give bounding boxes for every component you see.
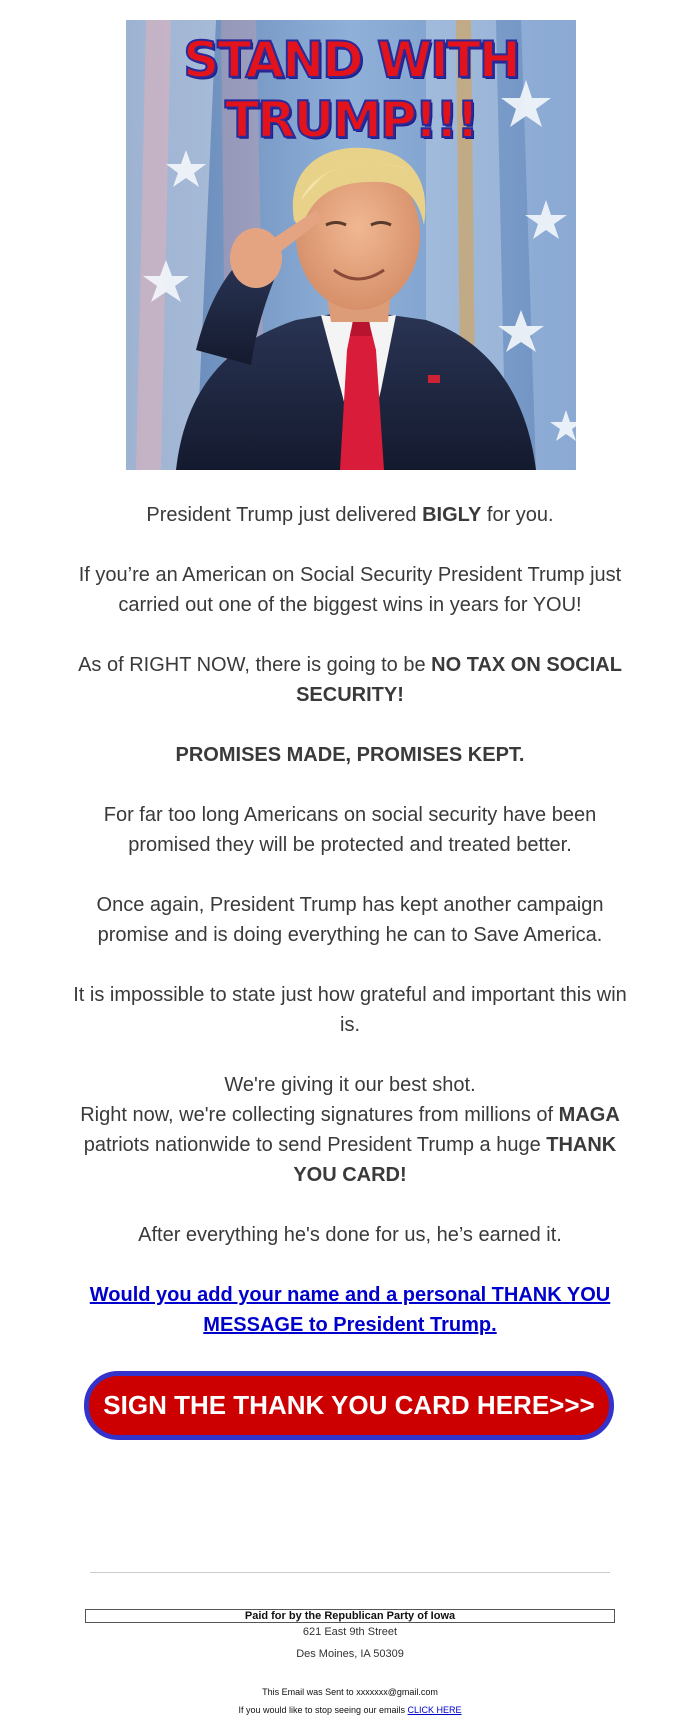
text: Right now, we're collecting signatures from millions of bbox=[80, 1104, 559, 1126]
paragraph-earned-it: After everything he's done for us, he’s earned it. bbox=[138, 1224, 562, 1246]
bold-text: MAGA bbox=[558, 1104, 620, 1126]
text: As of RIGHT NOW, there is going to be bbox=[78, 654, 432, 676]
address-city: Des Moines, IA 50309 bbox=[296, 1648, 404, 1660]
paragraph-bigly bbox=[70, 500, 630, 530]
hero-image[interactable] bbox=[126, 20, 576, 470]
paragraph-no-tax bbox=[70, 650, 630, 710]
paragraph-once-again: Once again, President Trump has kept another campaign promise and is doing everything he can to Save America. bbox=[96, 894, 604, 946]
text: We're giving it our best shot. bbox=[224, 1074, 476, 1096]
thank-you-message-link[interactable]: Would you add your name and a personal THANK YOU MESSAGE to President Trump. bbox=[89, 1284, 611, 1336]
paragraph-social-security: If you’re an American on Social Security President Trump just carried out one of the biggest wins in years for YOU! bbox=[78, 564, 622, 616]
paragraph-grateful: It is impossible to state just how grateful and important this win is. bbox=[73, 984, 627, 1036]
sent-to-notice: This Email was Sent to xxxxxxx@gmail.com bbox=[262, 1687, 438, 1697]
text: patriots nationwide to send President Trump a huge bbox=[83, 1134, 547, 1156]
footer-divider bbox=[90, 1572, 610, 1573]
hero-title-line-2: TRUMP!!! bbox=[224, 91, 478, 149]
paragraph-thank-you-card bbox=[70, 1070, 630, 1190]
bold-text: THANK YOU CARD! bbox=[293, 1134, 617, 1186]
bold-text: BIGLY bbox=[422, 504, 482, 526]
unsubscribe-link[interactable]: CLICK HERE bbox=[407, 1705, 462, 1715]
unsubscribe-line bbox=[85, 1703, 615, 1717]
text: for you. bbox=[481, 504, 554, 526]
sign-card-button[interactable]: SIGN THE THANK YOU CARD HERE>>> bbox=[84, 1371, 614, 1440]
paragraph-promises: PROMISES MADE, PROMISES KEPT. bbox=[175, 744, 525, 766]
address-street: 621 East 9th Street bbox=[302, 1626, 398, 1638]
hero-title bbox=[126, 30, 576, 150]
bold-text: NO TAX ON SOCIAL SECURITY! bbox=[296, 654, 622, 706]
paragraph-far-too-long: For far too long Americans on social security have been promised they will be protected and treated better. bbox=[103, 804, 597, 856]
text: President Trump just delivered bbox=[146, 504, 423, 526]
hero-title-line-1: STAND WITH bbox=[183, 31, 519, 89]
unsubscribe-text: If you would like to stop seeing our emails bbox=[238, 1705, 408, 1715]
paid-for-disclaimer: Paid for by the Republican Party of Iowa bbox=[85, 1609, 615, 1623]
